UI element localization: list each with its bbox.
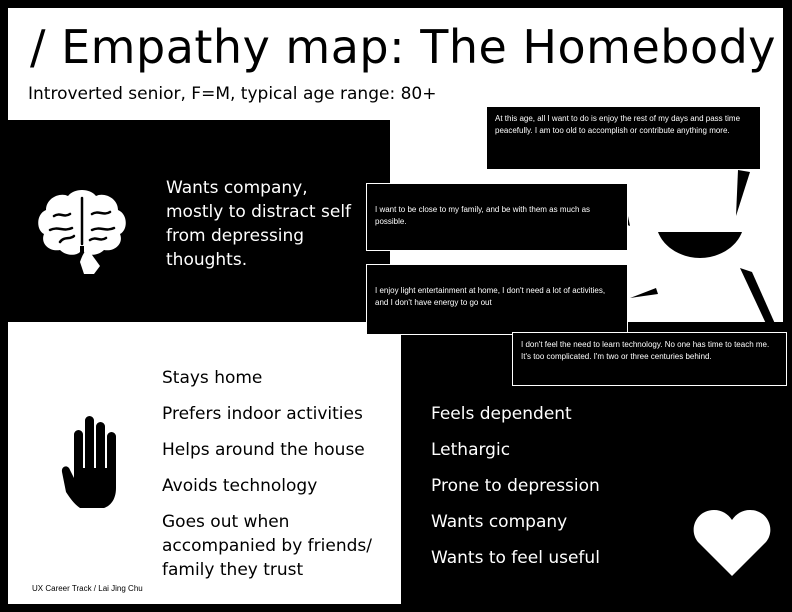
feels-item: Lethargic bbox=[431, 440, 511, 460]
does-item: Prefers indoor activities bbox=[162, 404, 363, 424]
does-item: Goes out when accompanied by friends/ family they trust bbox=[162, 512, 372, 580]
brain-icon bbox=[34, 186, 130, 276]
does-item: Helps around the house bbox=[162, 440, 365, 460]
think-text: Wants company, mostly to distract self from depressing thoughts. bbox=[166, 178, 352, 270]
feels-item: Feels dependent bbox=[431, 404, 572, 424]
heart-icon bbox=[692, 508, 772, 578]
does-item: Avoids technology bbox=[162, 476, 318, 496]
says-quote-4: I don't feel the need to learn technology. No one has time to teach me. It's too complicated. I'm two or three centuries behind. bbox=[512, 332, 787, 386]
feels-item: Wants to feel useful bbox=[431, 548, 600, 568]
does-list bbox=[162, 360, 397, 582]
does-item: Stays home bbox=[162, 368, 263, 388]
page-title: / Empathy map: The Homebody bbox=[30, 20, 777, 74]
feels-list bbox=[431, 396, 600, 576]
hand-icon bbox=[60, 408, 122, 512]
mouth-icon bbox=[600, 160, 790, 335]
says-quote-1: At this age, all I want to do is enjoy the rest of my days and pass time peacefully. I am too old to accomplish or contribute anything more. bbox=[486, 106, 761, 170]
feels-item: Wants company bbox=[431, 512, 568, 532]
says-quote-3: I enjoy light entertainment at home, I don't need a lot of activities, and I don't have energy to go out bbox=[366, 264, 628, 335]
feels-item: Prone to depression bbox=[431, 476, 600, 496]
footer-credit: UX Career Track / Lai Jing Chu bbox=[32, 584, 143, 593]
page-subtitle: Introverted senior, F=M, typical age range: 80+ bbox=[28, 84, 437, 104]
says-quote-2: I want to be close to my family, and be with them as much as possible. bbox=[366, 183, 628, 251]
